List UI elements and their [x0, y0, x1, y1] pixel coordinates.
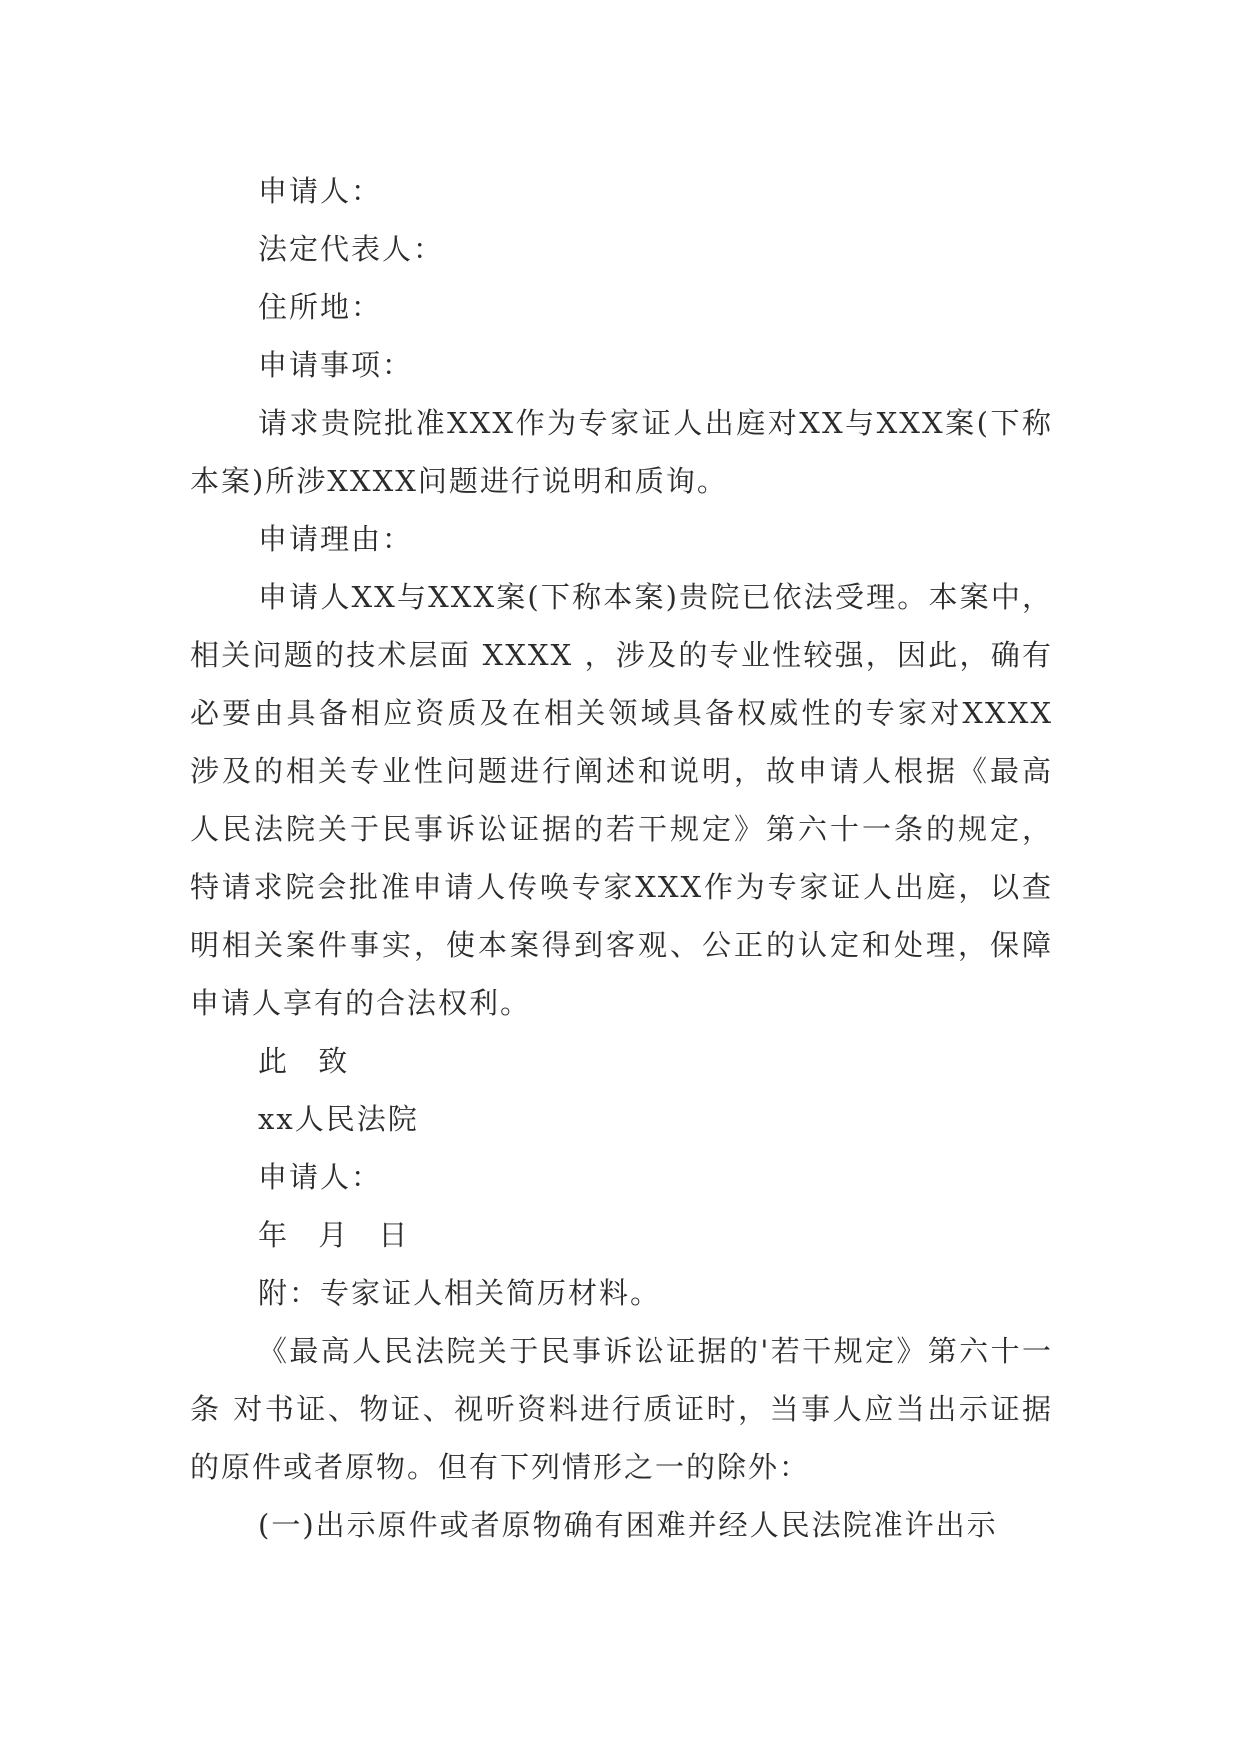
request-items-heading: 申请事项： [258, 348, 414, 382]
date-line: 年 月 日 [258, 1218, 410, 1252]
regulation-paragraph: 《最高人民法院关于民事诉讼证据的'若干规定》第六十一条 对书证、物证、视听资料进行质证时，当事人应当出示证据的原件或者原物。但有下列情形之一的除外： [190, 1334, 1053, 1484]
clause-one: (一)出示原件或者原物确有困难并经人民法院准许出示 [258, 1508, 998, 1542]
reasons-heading: 申请理由： [258, 522, 414, 556]
request-items-paragraph: 请求贵院批准XXX作为专家证人出庭对XX与XXX案(下称本案)所涉XXXX问题进行说明和质询。 [190, 406, 1053, 498]
attachment-note: 附：专家证人相关简历材料。 [258, 1276, 662, 1310]
signature-label: 申请人： [258, 1160, 383, 1194]
applicant-label: 申请人： [258, 174, 383, 208]
salutation: 此 致 [258, 1044, 350, 1078]
legal-representative-label: 法定代表人： [258, 232, 445, 266]
address-label: 住所地： [258, 290, 383, 324]
document-body [190, 162, 1053, 1554]
reasons-paragraph: 申请人XX与XXX案(下称本案)贵院已依法受理。本案中，相关问题的技术层面 XXXX ，涉及的专业性较强，因此，确有必要由具备相应资质及在相关领域具备权威性的专家对XXXX涉及的相关专业性问题进行阐述和说明，故申请人根据《最高人民法院关于民事诉讼证据的若干规定》第六十一条的规定，特请求院会批准申请人传唤专家XXX作为专家证人出庭，以查明相关案件事实，使本案得到客观、公正的认定和处理，保障申请人享有的合法权利。 [190, 580, 1053, 1020]
court-name: xx人民法院 [258, 1102, 419, 1136]
